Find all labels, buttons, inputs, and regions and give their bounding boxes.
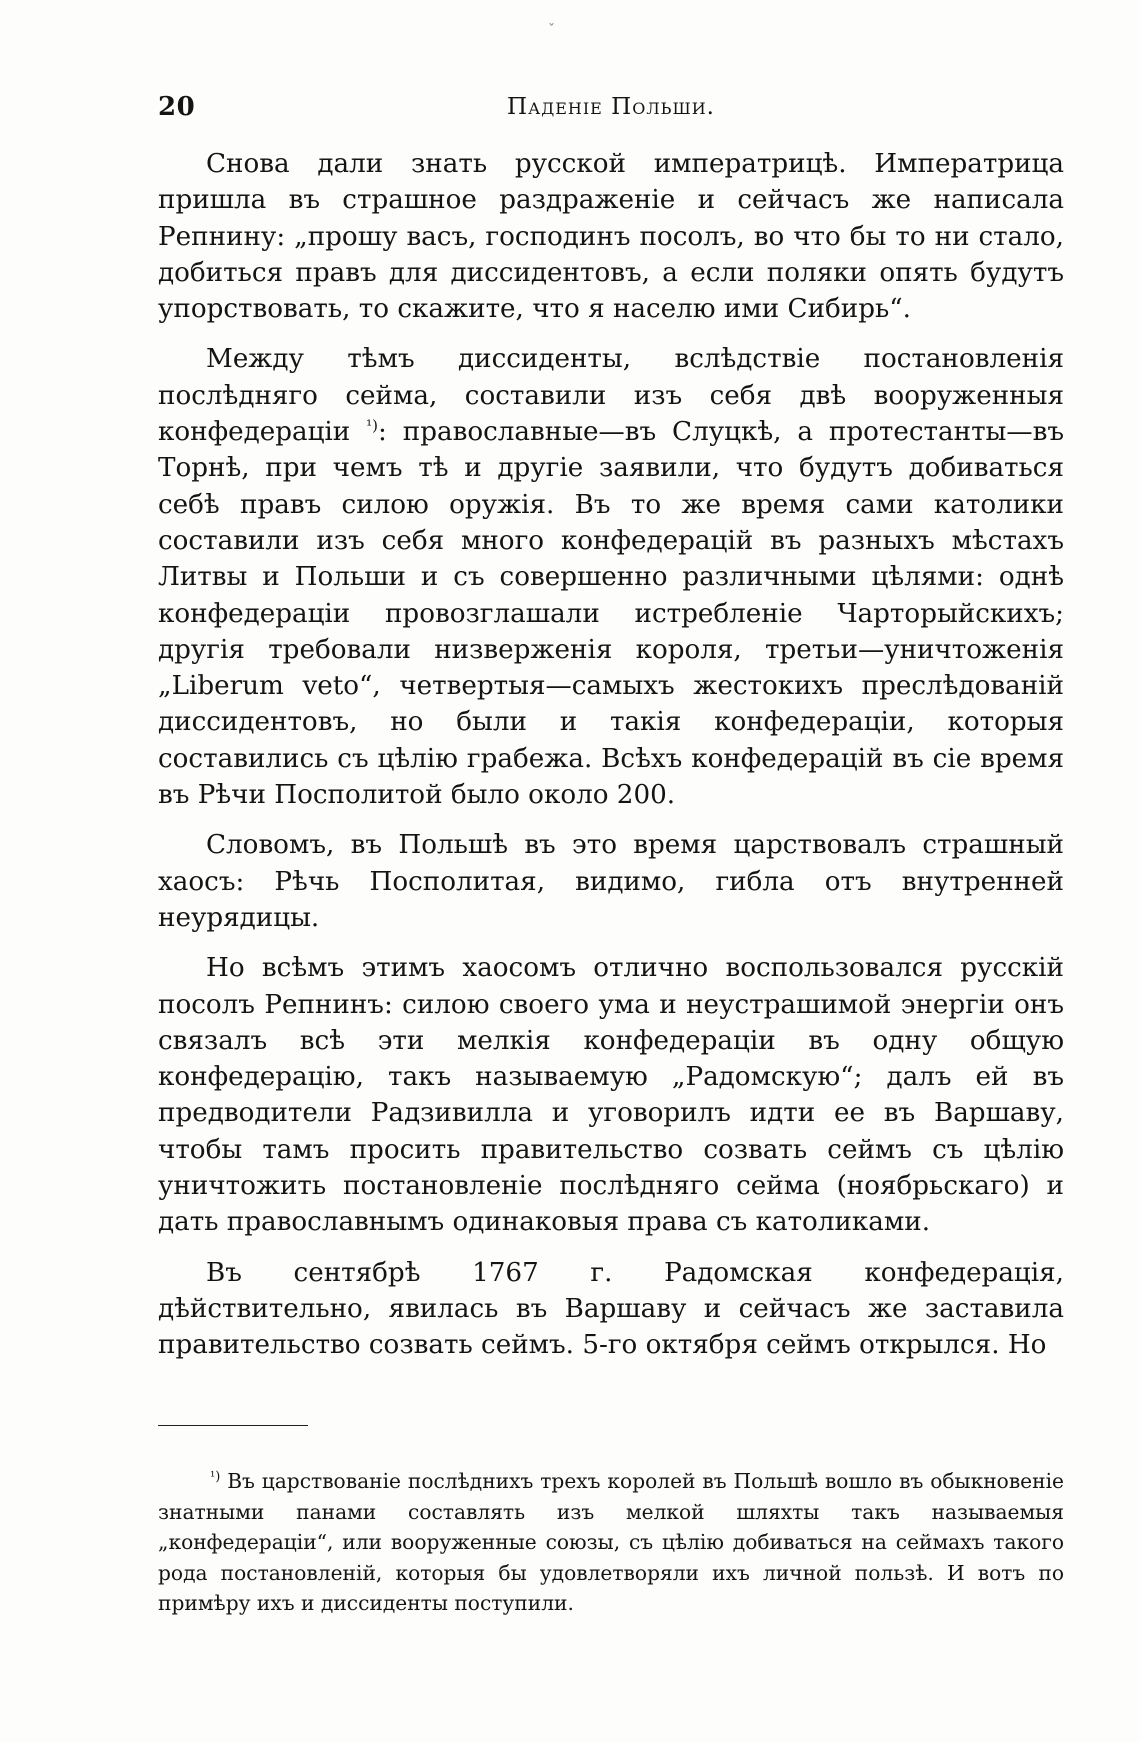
paragraph (158, 341, 1064, 813)
paragraph-text: Снова дали знать русской императрицѣ. Императрица пришла въ страшное раздраженіе и сейчасъ же написала Репнину: „прошу васъ, господинъ посолъ, во что бы то ни стало, добиться правъ для диссидентовъ, а если поляки опять будутъ упорствовать, то скажите, что я населю ими Сибирь“. (158, 149, 1064, 325)
footnote-marker: ¹) (210, 1469, 221, 1485)
paragraph-text: Въ сентябрѣ 1767 г. Радомская конфедерація, дѣйствительно, явилась въ Варшаву и сейчасъ же заставила правительство созвать сеймъ. 5-го октября сеймъ открылся. Но (158, 1257, 1064, 1361)
paragraph (158, 1255, 1064, 1364)
paragraph-text-continued: : православные—въ Слуцкѣ, а протестанты—въ Торнѣ, при чемъ тѣ и другіе заявили, что будутъ добиваться себѣ правъ силою оружія. Въ то же время сами католики составили изъ себя много конфедерацій въ разныхъ мѣстахъ Литвы и Польши и съ совершенно различными цѣлями: однѣ конфедераціи провозглашали истребленіе Чарторыйскихъ; другія требовали низверженія короля, третьи—уничтоженія „Liberum veto“, четвертыя—самыхъ жестокихъ преслѣдованій диссидентовъ, но были и такія конфедераціи, которыя составились съ цѣлію грабежа. Всѣхъ конфедерацій въ сіе время въ Рѣчи Посполитой было около 200. (158, 417, 1064, 811)
footnote-divider (158, 1425, 308, 1426)
running-title: Паденіе Польши. (507, 94, 715, 120)
paragraph-text: Между тѣмъ диссиденты, вслѣдствіе постановленія послѣдняго сейма, составили изъ себя двѣ вооруженныя конфедераціи (158, 344, 1064, 448)
footnote-text: Въ царствованіе послѣднихъ трехъ королей въ Польшѣ вошло въ обыкновеніе знатными панами составлять изъ мелкой шляхты такъ называемыя „конфедераціи“, или вооруженные союзы, съ цѣлію добиваться на сеймахъ такого рода постановленій, которыя бы удовлетворяли ихъ личной пользѣ. И вотъ по примѣру ихъ и диссиденты поступили. (158, 1469, 1064, 1616)
page-header (158, 92, 1064, 132)
footnote (158, 1466, 1064, 1619)
page-number: 20 (158, 92, 196, 122)
paragraph-text: Но всѣмъ этимъ хаосомъ отлично воспользовался русскій посолъ Репнинъ: силою своего ума и неустрашимой энергіи онъ связалъ всѣ эти мелкія конфедераціи въ одну общую конфедерацію, такъ называемую „Радомскую“; далъ ей въ предводители Радзивилла и уговорилъ идти ее въ Варшаву, чтобы тамъ просить правительство созвать сеймъ съ цѣлію уничтожить постановленіе послѣдняго сейма (ноябрьскаго) и дать православнымъ одинаковыя права съ католиками. (158, 953, 1064, 1238)
paragraph (158, 950, 1064, 1240)
scan-mark: ˇ (548, 22, 555, 38)
paragraph (158, 146, 1064, 327)
body-text (158, 146, 1064, 1378)
paragraph-text: Словомъ, въ Польшѣ въ это время царствовалъ страшный хаосъ: Рѣчь Посполитая, видимо, гибла отъ внутренней неурядицы. (158, 830, 1064, 933)
footnote-reference[interactable]: ¹) (366, 416, 379, 435)
paragraph (158, 827, 1064, 936)
